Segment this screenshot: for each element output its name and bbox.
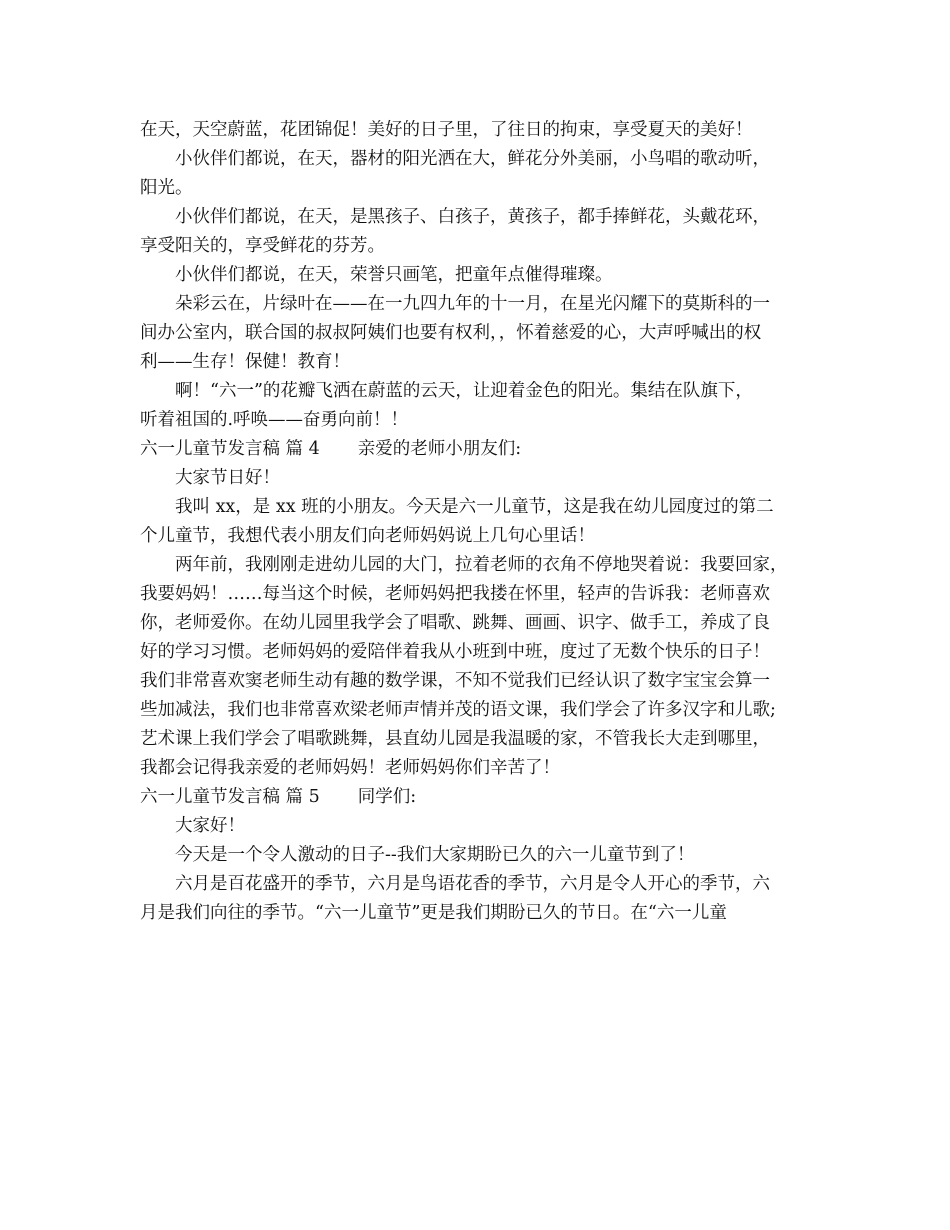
section-salutation: 亲爱的老师小朋友们: [357,439,522,459]
paragraph-line: 阳光。 [140,178,193,198]
section-title: 六一儿童节发言稿 篇 5 [140,787,320,807]
paragraph-line: 些加减法，我们也非常喜欢梁老师声情并茂的语文课，我们学会了许多汉字和儿歌; [140,700,776,720]
section-heading [140,435,830,464]
section-salutation: 同学们: [357,787,417,807]
paragraph-line: 大家好！ [175,816,245,836]
paragraph-line: 今天是一个令人激动的日子--我们大家期盼已久的六一儿童节到了！ [175,845,695,865]
paragraph-line: 我们非常喜欢窦老师生动有趣的数学课，不知不觉我们已经认识了数字宝宝会算一 [140,671,770,691]
paragraph-line: 我叫 xx，是 xx 班的小朋友。今天是六一儿童节，这是我在幼儿园度过的第二 [175,497,774,517]
paragraph-line: 小伙伴们都说，在天，器材的阳光洒在大，鲜花分外美丽，小鸟唱的歌动听， [175,149,770,169]
paragraph-line: 六月是百花盛开的季节，六月是鸟语花香的季节，六月是令人开心的季节，六 [175,874,770,894]
paragraph-line: 听着祖国的.呼唤——奋勇向前！！ [140,410,409,430]
paragraph-line: 两年前，我刚刚走进幼儿园的大门，拉着老师的衣角不停地哭着说：我要回家， [175,555,788,575]
paragraph-line: 啊！“六一”的花瓣飞洒在蔚蓝的云天，让迎着金色的阳光。集结在队旗下， [175,381,753,401]
paragraph-line: 月是我们向往的季节。“六一儿童节”更是我们期盼已久的节日。在“六一儿童 [140,903,727,923]
paragraph-line: 在天，天空蔚蓝，花团锦促！美好的日子里，了往日的拘束，享受夏天的美好！ [140,120,753,140]
section-heading [140,783,830,812]
paragraph-line: 艺术课上我们学会了唱歌跳舞，县直幼儿园是我温暖的家，不管我长大走到哪里， [140,729,770,749]
paragraph-line: 小伙伴们都说，在天，荣誉只画笔，把童年点催得璀璨。 [175,265,613,285]
document-body [140,116,830,928]
paragraph-line: 我都会记得我亲爱的老师妈妈！老师妈妈你们辛苦了！ [140,758,560,778]
paragraph-line: 好的学习习惯。老师妈妈的爱陪伴着我从小班到中班，度过了无数个快乐的日子！ [140,642,770,662]
paragraph-line: 大家节日好！ [175,468,280,488]
section-title: 六一儿童节发言稿 篇 4 [140,439,320,459]
paragraph-line: 享受阳关的，享受鲜花的芬芳。 [140,236,385,256]
paragraph-line: 朵彩云在，片绿叶在——在一九四九年的十一月，在星光闪耀下的莫斯科的一 [175,294,770,314]
paragraph-line: 你，老师爱你。在幼儿园里我学会了唱歌、跳舞、画画、识字、做手工，养成了良 [140,613,770,633]
paragraph-line: 间办公室内，联合国的叔叔阿姨们也要有权利，，怀着慈爱的心，大声呼喊出的权 [140,323,762,343]
paragraph-line: 利——生存！保健！教育！ [140,352,350,372]
paragraph-line: 个儿童节，我想代表小朋友们向老师妈妈说上几句心里话！ [140,526,595,546]
paragraph-line: 小伙伴们都说，在天，是黑孩子、白孩子，黄孩子，都手捧鲜花，头戴花环， [175,207,770,227]
paragraph-line: 我要妈妈！……每当这个时候，老师妈妈把我搂在怀里，轻声的告诉我：老师喜欢 [140,584,770,604]
